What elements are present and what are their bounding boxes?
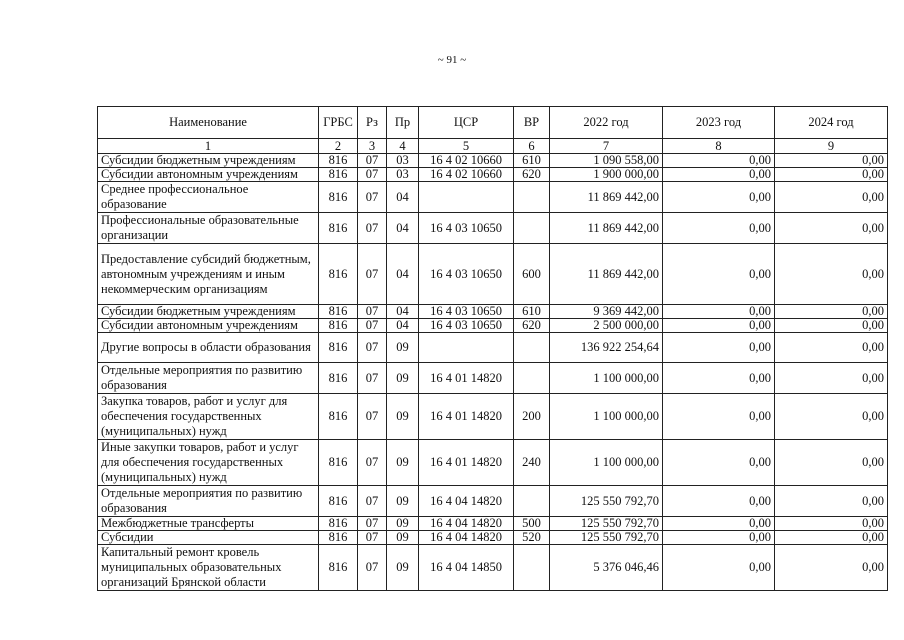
- row-csr: 16 4 01 14820: [419, 363, 514, 394]
- row-name: Среднее профессиональное образование: [98, 182, 319, 213]
- table-row: [98, 305, 888, 319]
- row-csr: [419, 333, 514, 363]
- row-name: Капитальный ремонт кровель муниципальных образовательных организаций Брянской области: [98, 545, 319, 591]
- row-amount-2024: 0,00: [775, 244, 888, 305]
- row-pr: 04: [387, 182, 419, 213]
- row-amount-2022: 1 100 000,00: [550, 440, 663, 486]
- row-amount-2023: 0,00: [663, 213, 775, 244]
- row-amount-2022: 1 900 000,00: [550, 168, 663, 182]
- row-name: Субсидии автономным учреждениям: [98, 319, 319, 333]
- row-csr: 16 4 03 10650: [419, 244, 514, 305]
- row-amount-2023: 0,00: [663, 333, 775, 363]
- row-grbs: 816: [319, 440, 358, 486]
- row-csr: 16 4 02 10660: [419, 168, 514, 182]
- row-csr: 16 4 04 14820: [419, 517, 514, 531]
- row-amount-2022: 125 550 792,70: [550, 517, 663, 531]
- row-grbs: 816: [319, 517, 358, 531]
- row-grbs: 816: [319, 319, 358, 333]
- row-amount-2024: 0,00: [775, 394, 888, 440]
- row-name: Межбюджетные трансферты: [98, 517, 319, 531]
- column-number: 8: [663, 139, 775, 154]
- row-vr: 620: [514, 319, 550, 333]
- row-rz: 07: [358, 244, 387, 305]
- header-vr: ВР: [514, 107, 550, 139]
- table-row: [98, 440, 888, 486]
- row-pr: 09: [387, 394, 419, 440]
- row-amount-2024: 0,00: [775, 168, 888, 182]
- column-number: 6: [514, 139, 550, 154]
- row-name: Субсидии автономным учреждениям: [98, 168, 319, 182]
- row-vr: 240: [514, 440, 550, 486]
- row-amount-2023: 0,00: [663, 168, 775, 182]
- row-amount-2024: 0,00: [775, 154, 888, 168]
- row-amount-2024: 0,00: [775, 182, 888, 213]
- row-grbs: 816: [319, 305, 358, 319]
- row-csr: 16 4 01 14820: [419, 394, 514, 440]
- row-amount-2022: 1 090 558,00: [550, 154, 663, 168]
- row-csr: 16 4 03 10650: [419, 305, 514, 319]
- row-amount-2023: 0,00: [663, 517, 775, 531]
- row-amount-2024: 0,00: [775, 486, 888, 517]
- row-amount-2024: 0,00: [775, 531, 888, 545]
- row-amount-2022: 11 869 442,00: [550, 244, 663, 305]
- row-amount-2022: 11 869 442,00: [550, 213, 663, 244]
- column-number: 3: [358, 139, 387, 154]
- row-amount-2024: 0,00: [775, 363, 888, 394]
- row-csr: 16 4 02 10660: [419, 154, 514, 168]
- row-amount-2024: 0,00: [775, 517, 888, 531]
- row-vr: 500: [514, 517, 550, 531]
- row-csr: 16 4 03 10650: [419, 213, 514, 244]
- row-grbs: 816: [319, 545, 358, 591]
- row-rz: 07: [358, 154, 387, 168]
- row-vr: [514, 213, 550, 244]
- row-amount-2022: 125 550 792,70: [550, 486, 663, 517]
- row-rz: 07: [358, 486, 387, 517]
- row-csr: 16 4 03 10650: [419, 319, 514, 333]
- row-grbs: 816: [319, 333, 358, 363]
- table-row: [98, 168, 888, 182]
- row-amount-2024: 0,00: [775, 333, 888, 363]
- row-pr: 09: [387, 486, 419, 517]
- row-vr: 610: [514, 305, 550, 319]
- row-amount-2023: 0,00: [663, 319, 775, 333]
- table-row: [98, 244, 888, 305]
- row-rz: 07: [358, 213, 387, 244]
- row-rz: 07: [358, 305, 387, 319]
- table-row: [98, 545, 888, 591]
- row-name: Отдельные мероприятия по развитию образования: [98, 486, 319, 517]
- row-csr: 16 4 01 14820: [419, 440, 514, 486]
- row-name: Предоставление субсидий бюджетным, автономным учреждениям и иным некоммерческим организациям: [98, 244, 319, 305]
- row-amount-2024: 0,00: [775, 440, 888, 486]
- column-number: 9: [775, 139, 888, 154]
- row-amount-2023: 0,00: [663, 182, 775, 213]
- table-row: [98, 363, 888, 394]
- row-name: Субсидии: [98, 531, 319, 545]
- row-pr: 03: [387, 168, 419, 182]
- row-amount-2023: 0,00: [663, 305, 775, 319]
- row-pr: 04: [387, 305, 419, 319]
- row-vr: [514, 363, 550, 394]
- row-csr: 16 4 04 14820: [419, 531, 514, 545]
- row-name: Отдельные мероприятия по развитию образования: [98, 363, 319, 394]
- row-amount-2022: 2 500 000,00: [550, 319, 663, 333]
- header-name: Наименование: [98, 107, 319, 139]
- row-amount-2023: 0,00: [663, 244, 775, 305]
- row-rz: 07: [358, 545, 387, 591]
- row-vr: [514, 182, 550, 213]
- row-amount-2023: 0,00: [663, 394, 775, 440]
- row-amount-2024: 0,00: [775, 213, 888, 244]
- row-rz: 07: [358, 517, 387, 531]
- column-number-row: [98, 139, 888, 154]
- header-csr: ЦСР: [419, 107, 514, 139]
- row-csr: 16 4 04 14820: [419, 486, 514, 517]
- row-pr: 09: [387, 531, 419, 545]
- row-rz: 07: [358, 333, 387, 363]
- row-grbs: 816: [319, 168, 358, 182]
- column-number: 7: [550, 139, 663, 154]
- row-amount-2022: 5 376 046,46: [550, 545, 663, 591]
- row-amount-2022: 9 369 442,00: [550, 305, 663, 319]
- header-row: [98, 107, 888, 139]
- row-pr: 09: [387, 440, 419, 486]
- row-grbs: 816: [319, 154, 358, 168]
- row-vr: [514, 486, 550, 517]
- row-csr: 16 4 04 14850: [419, 545, 514, 591]
- column-number: 1: [98, 139, 319, 154]
- row-vr: 610: [514, 154, 550, 168]
- row-vr: 520: [514, 531, 550, 545]
- row-name: Другие вопросы в области образования: [98, 333, 319, 363]
- row-pr: 04: [387, 244, 419, 305]
- row-pr: 09: [387, 517, 419, 531]
- row-amount-2022: 1 100 000,00: [550, 363, 663, 394]
- row-name: Субсидии бюджетным учреждениям: [98, 154, 319, 168]
- row-vr: 200: [514, 394, 550, 440]
- row-amount-2024: 0,00: [775, 305, 888, 319]
- budget-table: [97, 106, 888, 591]
- row-amount-2022: 1 100 000,00: [550, 394, 663, 440]
- table-row: [98, 182, 888, 213]
- row-grbs: 816: [319, 394, 358, 440]
- row-rz: 07: [358, 319, 387, 333]
- header-2024: 2024 год: [775, 107, 888, 139]
- row-rz: 07: [358, 531, 387, 545]
- row-grbs: 816: [319, 244, 358, 305]
- row-csr: [419, 182, 514, 213]
- row-name: Профессиональные образовательные организации: [98, 213, 319, 244]
- row-pr: 03: [387, 154, 419, 168]
- row-vr: [514, 333, 550, 363]
- row-grbs: 816: [319, 213, 358, 244]
- row-rz: 07: [358, 394, 387, 440]
- row-rz: 07: [358, 440, 387, 486]
- row-amount-2022: 11 869 442,00: [550, 182, 663, 213]
- row-pr: 04: [387, 319, 419, 333]
- table-row: [98, 531, 888, 545]
- row-name: Субсидии бюджетным учреждениям: [98, 305, 319, 319]
- table-row: [98, 486, 888, 517]
- row-amount-2023: 0,00: [663, 440, 775, 486]
- header-2023: 2023 год: [663, 107, 775, 139]
- table-row: [98, 154, 888, 168]
- row-rz: 07: [358, 363, 387, 394]
- header-grbs: ГРБС: [319, 107, 358, 139]
- row-amount-2024: 0,00: [775, 545, 888, 591]
- row-amount-2023: 0,00: [663, 154, 775, 168]
- row-amount-2024: 0,00: [775, 319, 888, 333]
- row-vr: 620: [514, 168, 550, 182]
- row-grbs: 816: [319, 486, 358, 517]
- row-name: Иные закупки товаров, работ и услуг для обеспечения государственных (муниципальных) нужд: [98, 440, 319, 486]
- column-number: 5: [419, 139, 514, 154]
- row-vr: 600: [514, 244, 550, 305]
- row-amount-2023: 0,00: [663, 363, 775, 394]
- row-amount-2023: 0,00: [663, 545, 775, 591]
- header-2022: 2022 год: [550, 107, 663, 139]
- row-grbs: 816: [319, 531, 358, 545]
- row-pr: 04: [387, 213, 419, 244]
- row-amount-2023: 0,00: [663, 531, 775, 545]
- page-number: ~ 91 ~: [437, 54, 467, 66]
- row-pr: 09: [387, 333, 419, 363]
- row-rz: 07: [358, 182, 387, 213]
- column-number: 2: [319, 139, 358, 154]
- row-grbs: 816: [319, 363, 358, 394]
- header-rz: Рз: [358, 107, 387, 139]
- table-row: [98, 517, 888, 531]
- row-name: Закупка товаров, работ и услуг для обеспечения государственных (муниципальных) нужд: [98, 394, 319, 440]
- row-amount-2022: 125 550 792,70: [550, 531, 663, 545]
- table-row: [98, 394, 888, 440]
- row-pr: 09: [387, 545, 419, 591]
- row-amount-2023: 0,00: [663, 486, 775, 517]
- row-grbs: 816: [319, 182, 358, 213]
- row-amount-2022: 136 922 254,64: [550, 333, 663, 363]
- header-pr: Пр: [387, 107, 419, 139]
- row-rz: 07: [358, 168, 387, 182]
- row-vr: [514, 545, 550, 591]
- table-row: [98, 333, 888, 363]
- row-pr: 09: [387, 363, 419, 394]
- table-row: [98, 319, 888, 333]
- column-number: 4: [387, 139, 419, 154]
- table-row: [98, 213, 888, 244]
